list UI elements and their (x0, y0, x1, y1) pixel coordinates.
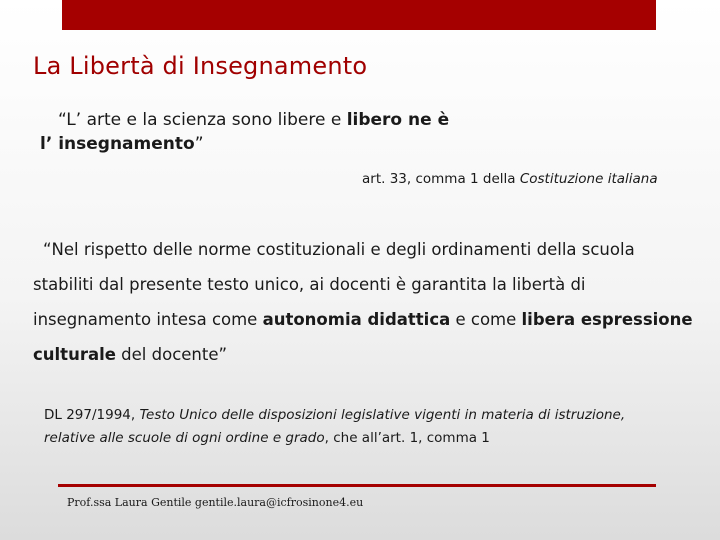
source-article: , che all’art. 1, comma 1 (324, 430, 490, 446)
source-line-2 (44, 427, 704, 450)
law-text-2: e come (450, 310, 522, 329)
law-quote-line-1: “Nel rispetto delle norme costituzionali e degli ordinamenti della scuola (43, 240, 635, 259)
footer-divider (58, 484, 656, 487)
constitution-quote (40, 108, 510, 156)
source-title: Testo Unico delle disposizioni legislative vigenti in materia di istruzione, (139, 407, 626, 423)
law-quote-line-4 (33, 337, 701, 372)
law-bold-culturale: culturale (33, 345, 116, 364)
source-title-2: relative alle scuole di ogni ordine e grado (44, 430, 325, 446)
quote-line-2 (40, 134, 204, 154)
quote-text: “L’ arte e la scienza sono libere e (58, 110, 347, 130)
quote-bold-text: libero ne è (346, 110, 450, 130)
citation-prefix: art. 33, comma 1 della (362, 171, 520, 187)
quote-bold-text-2: l’ insegnamento (40, 134, 195, 154)
slide-title: La Libertà di Insegnamento (33, 52, 368, 80)
law-quote-line-2: stabiliti dal presente testo unico, ai docenti è garantita la libertà di (33, 275, 586, 294)
source-line-1 (44, 404, 704, 427)
source-decree: DL 297/1994, (44, 407, 140, 423)
law-bold-autonomia: autonomia didattica (262, 310, 451, 329)
top-accent-bar (62, 0, 656, 30)
quote-close: ” (194, 134, 204, 154)
law-quote-line-3 (33, 302, 701, 337)
citation-source: Costituzione italiana (519, 171, 658, 187)
quote-line-1 (40, 108, 510, 132)
law-text-3: del docente” (115, 345, 228, 364)
law-text: insegnamento intesa come (33, 310, 263, 329)
footer-author: Prof.ssa Laura Gentile gentile.laura@icfrosinone4.eu (67, 496, 364, 509)
law-bold-espressione: libera espressione (521, 310, 693, 329)
law-quote (33, 232, 701, 372)
constitution-citation (362, 171, 658, 187)
law-source (44, 404, 704, 450)
